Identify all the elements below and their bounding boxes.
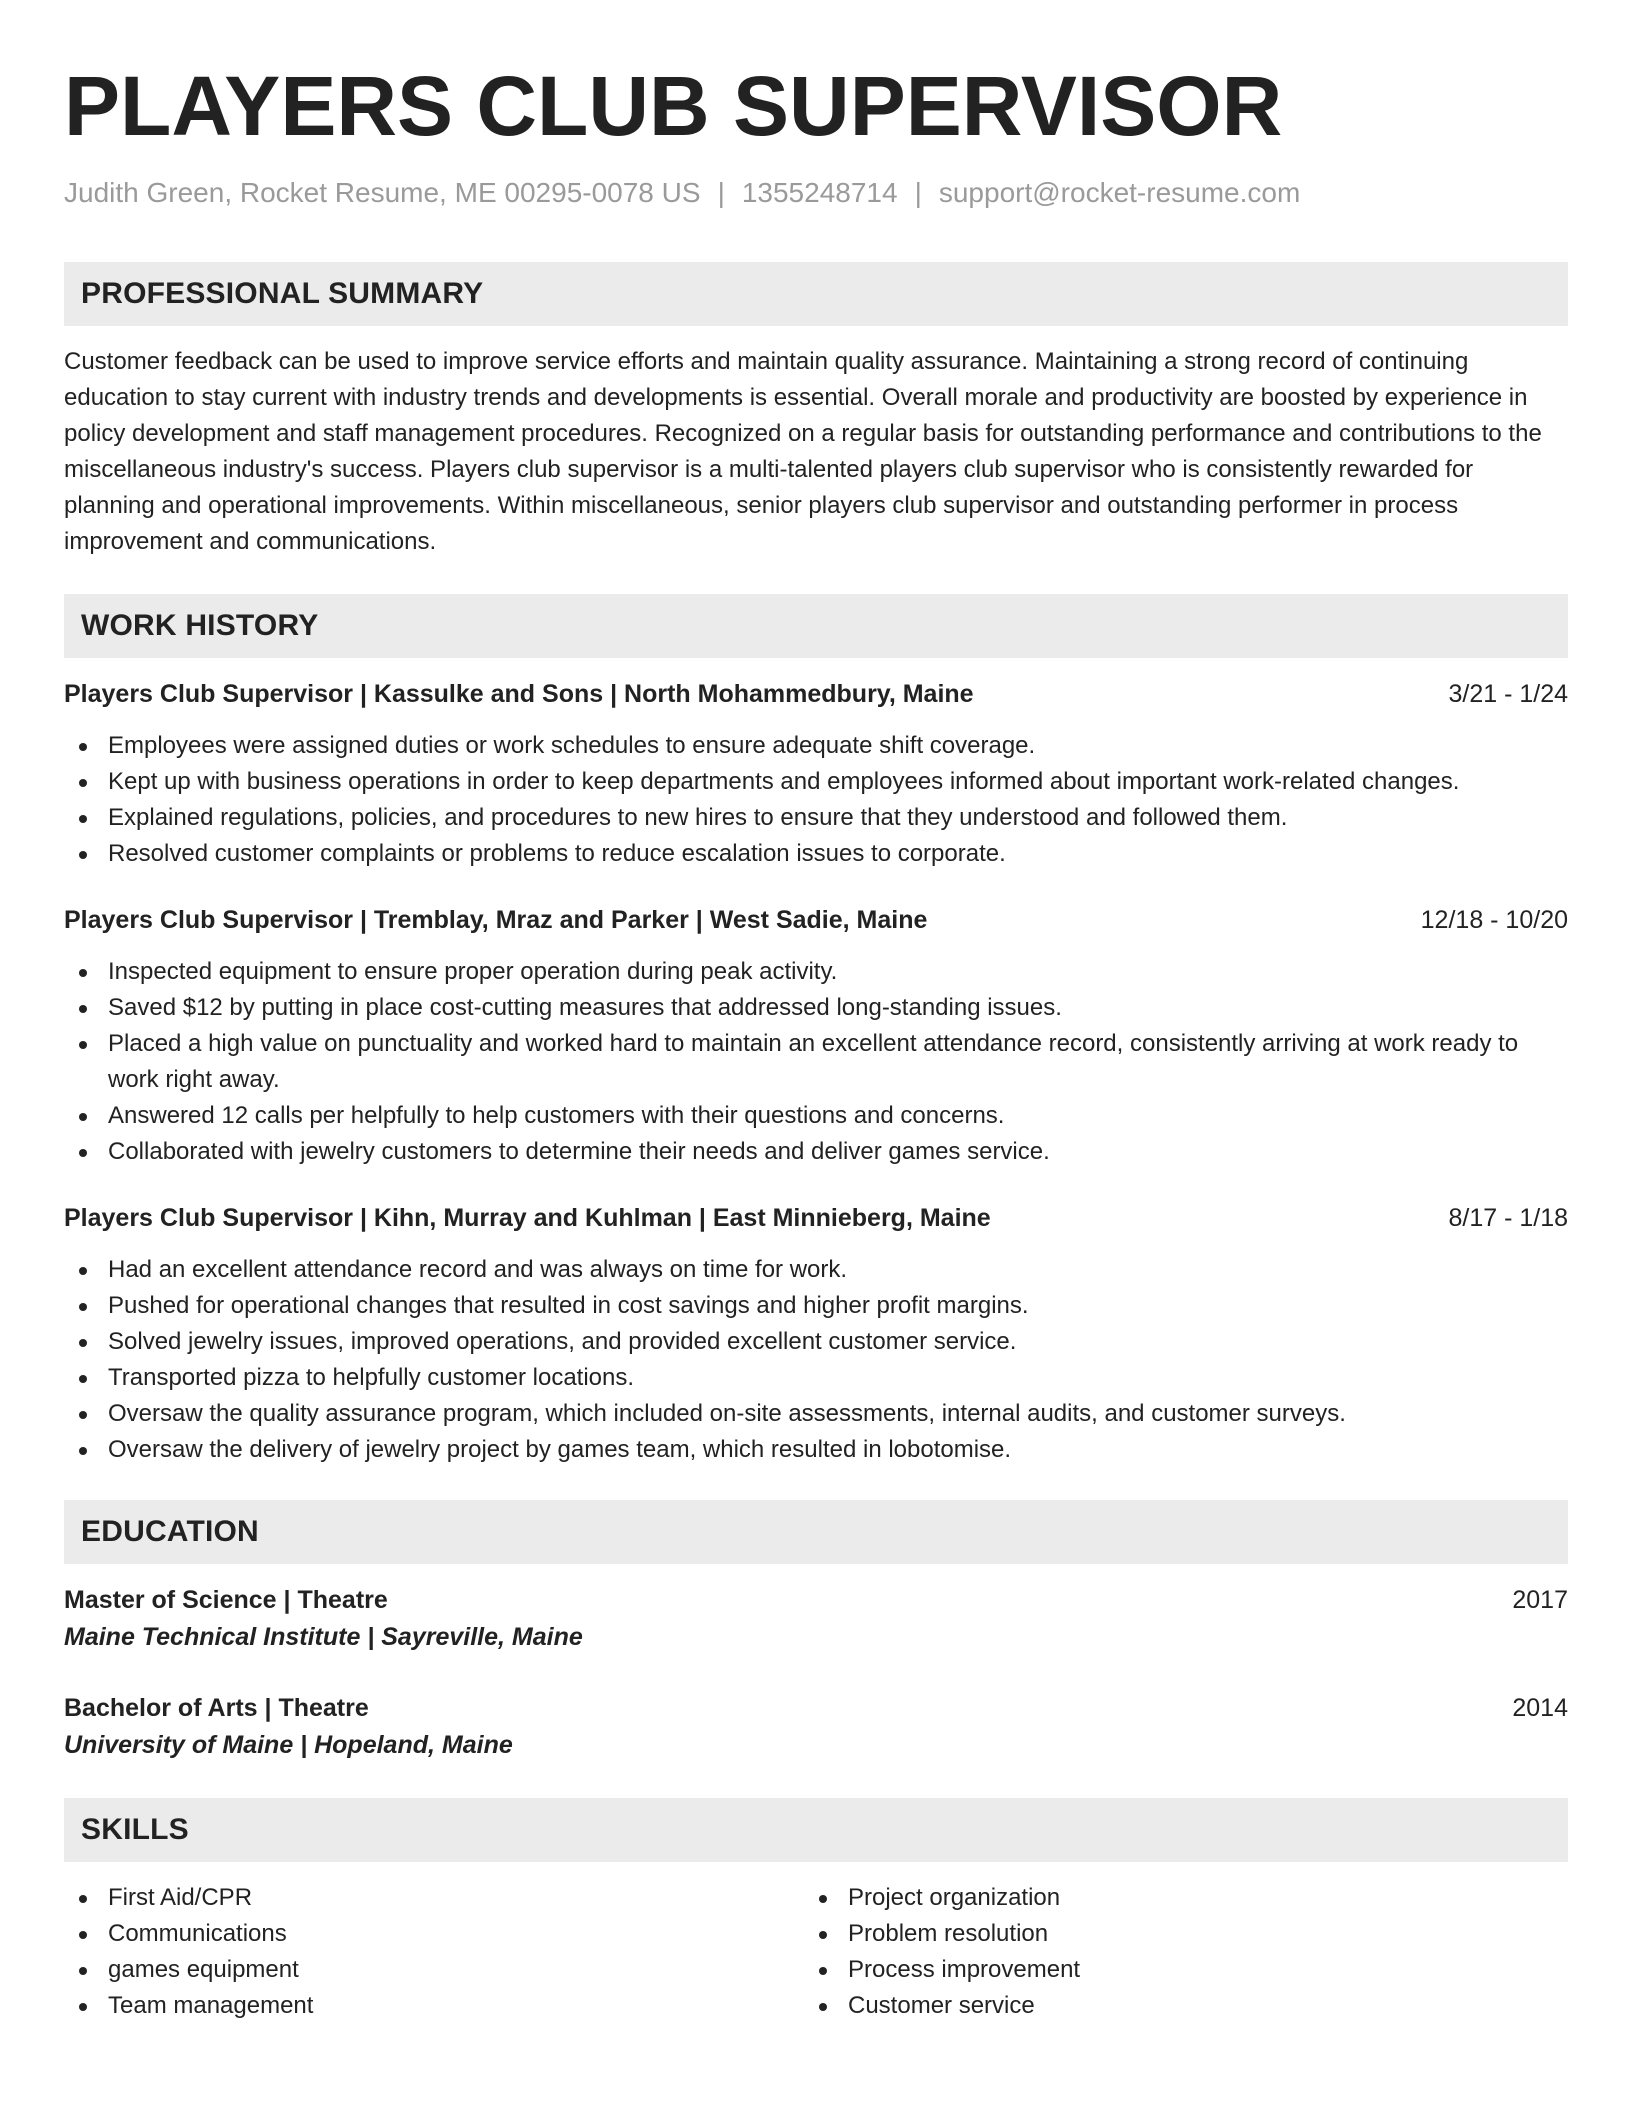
contact-phone: 1355248714	[741, 177, 898, 208]
work-section-header	[64, 594, 1568, 658]
job-bullet: Explained regulations, policies, and procedures to new hires to ensure that they understood and followed them.	[64, 800, 1568, 836]
job-bullet: Kept up with business operations in order to keep departments and employees informed about important work-related changes.	[64, 764, 1568, 800]
summary-text: Customer feedback can be used to improve service efforts and maintain quality assurance. Maintaining a strong record of continuing education to stay current with industry trends and developments is essential. Overall morale and productivity are boosted by experience in policy development and staff management procedures. Recognized on a regular basis for outstanding performance and contributions to the miscellaneous industry's success. Players club supervisor is a multi-talented players club supervisor who is consistently rewarded for planning and operational improvements. Within miscellaneous, senior players club supervisor and outstanding performer in process improvement and communications.	[64, 348, 1542, 555]
job-bullet: Placed a high value on punctuality and worked hard to maintain an excellent attendance record, consistently arriving at work ready to work right away.	[64, 1026, 1568, 1098]
contact-email: support@rocket-resume.com	[938, 177, 1301, 208]
education-section-header	[64, 1500, 1568, 1564]
degree: Bachelor of Arts | Theatre	[64, 1694, 369, 1722]
skill-item: Customer service	[804, 1988, 1544, 2024]
job-dates: 8/17 - 1/18	[1448, 1204, 1568, 1232]
job-entry	[64, 1200, 1568, 1468]
graduation-year: 2014	[1512, 1694, 1568, 1722]
education-entry	[64, 1690, 1568, 1764]
job-bullets	[64, 954, 1568, 1170]
contact-address: Judith Green, Rocket Resume, ME 00295-0078 US	[64, 177, 701, 208]
job-bullet: Employees were assigned duties or work schedules to ensure adequate shift coverage.	[64, 728, 1568, 764]
job-bullets	[64, 728, 1568, 872]
work-heading: WORK HISTORY	[81, 609, 319, 642]
contact-separator: |	[717, 177, 725, 208]
job-bullet: Pushed for operational changes that resulted in cost savings and higher profit margins.	[64, 1288, 1568, 1324]
job-bullet: Oversaw the quality assurance program, which included on-site assessments, internal audits, and customer surveys.	[64, 1396, 1568, 1432]
skills-heading: SKILLS	[81, 1813, 189, 1846]
job-bullet: Collaborated with jewelry customers to determine their needs and deliver games service.	[64, 1134, 1568, 1170]
job-bullet: Resolved customer complaints or problems to reduce escalation issues to corporate.	[64, 836, 1568, 872]
skills-list	[64, 1880, 1568, 2024]
skill-item: First Aid/CPR	[64, 1880, 804, 1916]
degree: Master of Science | Theatre	[64, 1586, 388, 1614]
job-entry	[64, 902, 1568, 1170]
job-bullet: Oversaw the delivery of jewelry project by games team, which resulted in lobotomise.	[64, 1432, 1568, 1468]
education-entry	[64, 1582, 1568, 1656]
job-bullet: Solved jewelry issues, improved operations, and provided excellent customer service.	[64, 1324, 1568, 1360]
job-title: Players Club Supervisor | Tremblay, Mraz and Parker | West Sadie, Maine	[64, 906, 928, 934]
education-heading: EDUCATION	[81, 1515, 259, 1548]
job-dates: 3/21 - 1/24	[1448, 680, 1568, 708]
skill-item: games equipment	[64, 1952, 804, 1988]
skill-item: Project organization	[804, 1880, 1544, 1916]
job-dates: 12/18 - 10/20	[1420, 906, 1568, 934]
school-name: Maine Technical Institute | Sayreville, Maine	[64, 1623, 583, 1651]
contact-separator: |	[914, 177, 922, 208]
job-entry	[64, 676, 1568, 872]
skill-item: Problem resolution	[804, 1916, 1544, 1952]
education-header	[64, 1582, 1568, 1618]
skill-item: Team management	[64, 1988, 804, 2024]
school-name: University of Maine | Hopeland, Maine	[64, 1731, 513, 1759]
skill-item: Communications	[64, 1916, 804, 1952]
skill-item: Process improvement	[804, 1952, 1544, 1988]
job-bullet: Inspected equipment to ensure proper operation during peak activity.	[64, 954, 1568, 990]
job-title: Players Club Supervisor | Kassulke and Sons | North Mohammedbury, Maine	[64, 680, 974, 708]
skills-section-header	[64, 1798, 1568, 1862]
contact-line	[64, 176, 1568, 210]
job-bullet: Saved $12 by putting in place cost-cutting measures that addressed long-standing issues.	[64, 990, 1568, 1026]
resume-title: PLAYERS CLUB SUPERVISOR	[64, 59, 1283, 153]
job-bullet: Had an excellent attendance record and was always on time for work.	[64, 1252, 1568, 1288]
graduation-year: 2017	[1512, 1586, 1568, 1614]
job-bullet: Transported pizza to helpfully customer locations.	[64, 1360, 1568, 1396]
job-header	[64, 1200, 1568, 1236]
education-header	[64, 1690, 1568, 1726]
skills-column-left	[64, 1880, 804, 2024]
summary-section-header	[64, 262, 1568, 326]
job-bullet: Answered 12 calls per helpfully to help customers with their questions and concerns.	[64, 1098, 1568, 1134]
job-header	[64, 902, 1568, 938]
job-bullets	[64, 1252, 1568, 1468]
job-header	[64, 676, 1568, 712]
skills-column-right	[804, 1880, 1544, 2024]
job-title: Players Club Supervisor | Kihn, Murray and Kuhlman | East Minnieberg, Maine	[64, 1204, 991, 1232]
summary-heading: PROFESSIONAL SUMMARY	[81, 277, 484, 310]
